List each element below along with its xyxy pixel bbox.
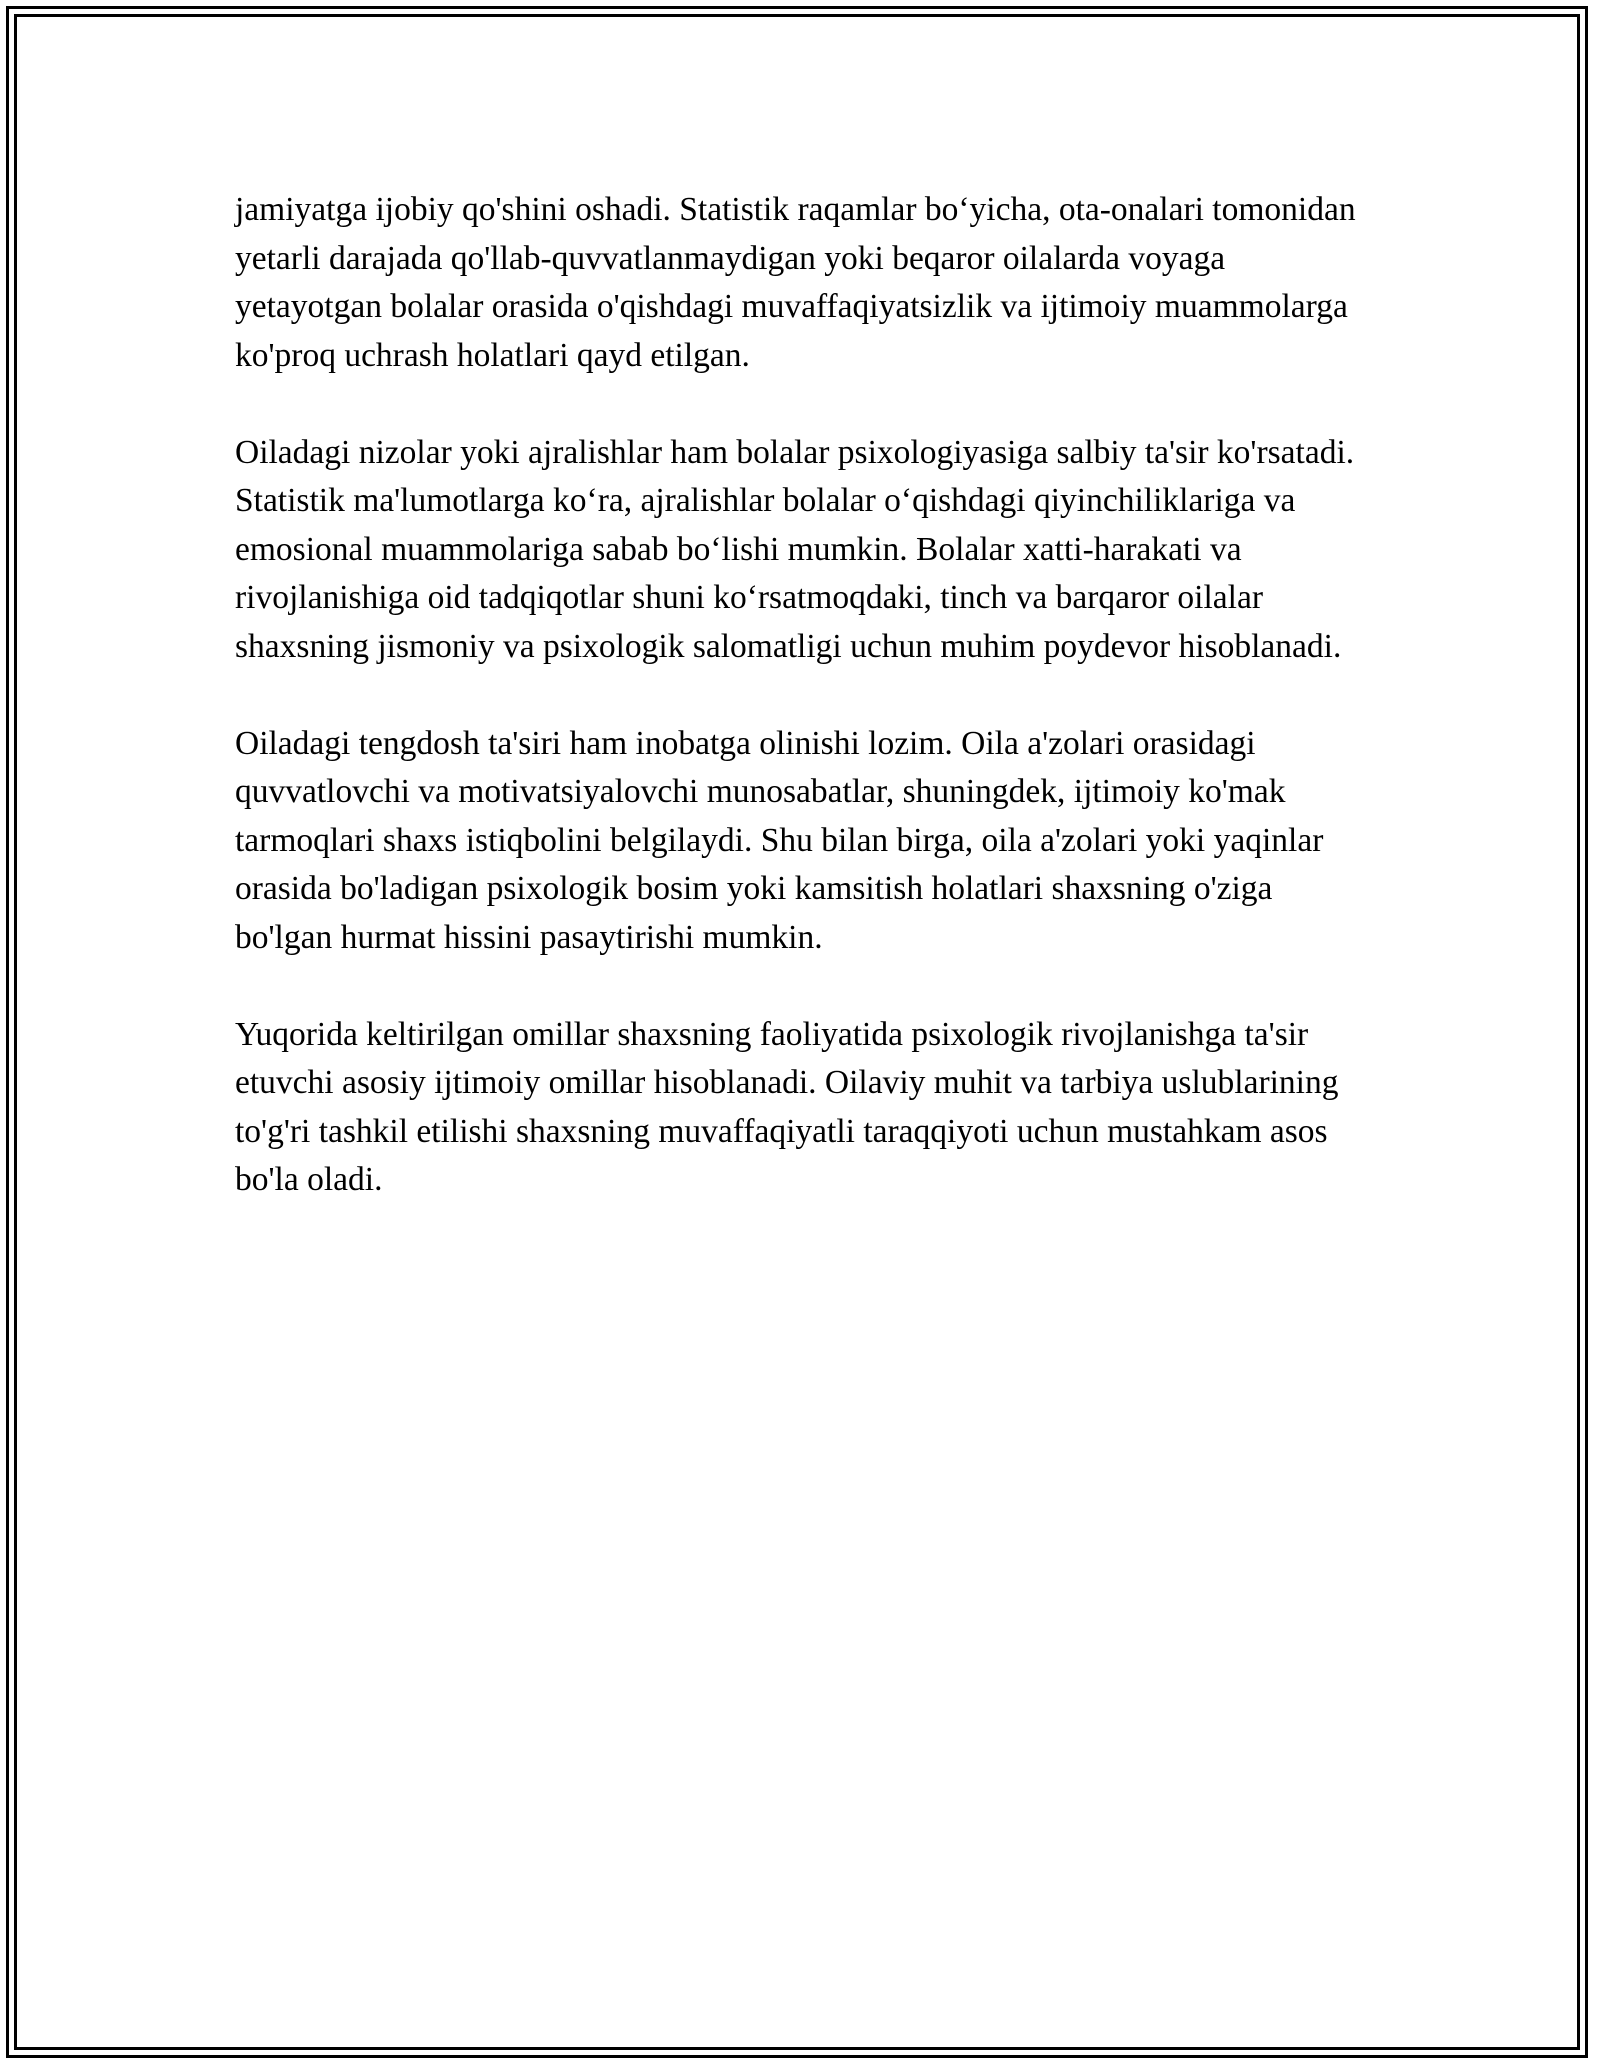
paragraph-4: Yuqorida keltirilgan omillar shaxsning faoliyatida psixologik rivojlanishga ta'sir etuvchi asosiy ijtimoiy omillar hisoblanadi. Oilaviy muhit va tarbiya uslublarining to'g'ri tashkil etilishi shaxsning muvaffaqiyatli taraqqiyoti uchun mustahkam asos bo'la oladi. — [235, 1015, 1339, 1198]
paragraph-1: jamiyatga ijobiy qo'shini oshadi. Statistik raqamlar bo‘yicha, ota-onalari tomonidan yetarli darajada qo'llab-quvvatlanmaydigan yoki beqaror oilalarda voyaga yetayotgan bolalar orasida o'qishdagi muvaffaqiyatsizlik va ijtimoiy muammolarga ko'proq uchrash holatlari qayd etilgan. — [235, 191, 1356, 374]
paragraph-2: Oiladagi nizolar yoki ajralishlar ham bolalar psixologiyasiga salbiy ta'sir ko'rsatadi. Statistik ma'lumotlarga ko‘ra, ajralishlar bolalar o‘qishdagi qiyinchiliklariga va emosional muammolariga sabab bo‘lishi mumkin. Bolalar xatti-harakati va rivojlanishiga oid tadqiqotlar shuni ko‘rsatmoqdaki, tinch va barqaror oilalar shaxsning jismoniy va psixologik salomatligi uchun muhim poydevor hisoblanadi. — [235, 433, 1355, 665]
paragraph-3: Oiladagi tengdosh ta'siri ham inobatga olinishi lozim. Oila a'zolari orasidagi quvvatlovchi va motivatsiyalovchi munosabatlar, shuningdek, ijtimoiy ko'mak tarmoqlari shaxs istiqbolini belgilaydi. Shu bilan birga, oila a'zolari yoki yaqinlar orasida bo'ladigan psixologik bosim yoki kamsitish holatlari shaxsning o'ziga bo'lgan hurmat hissini pasaytirishi mumkin. — [235, 724, 1324, 956]
document-body — [235, 186, 1370, 1253]
